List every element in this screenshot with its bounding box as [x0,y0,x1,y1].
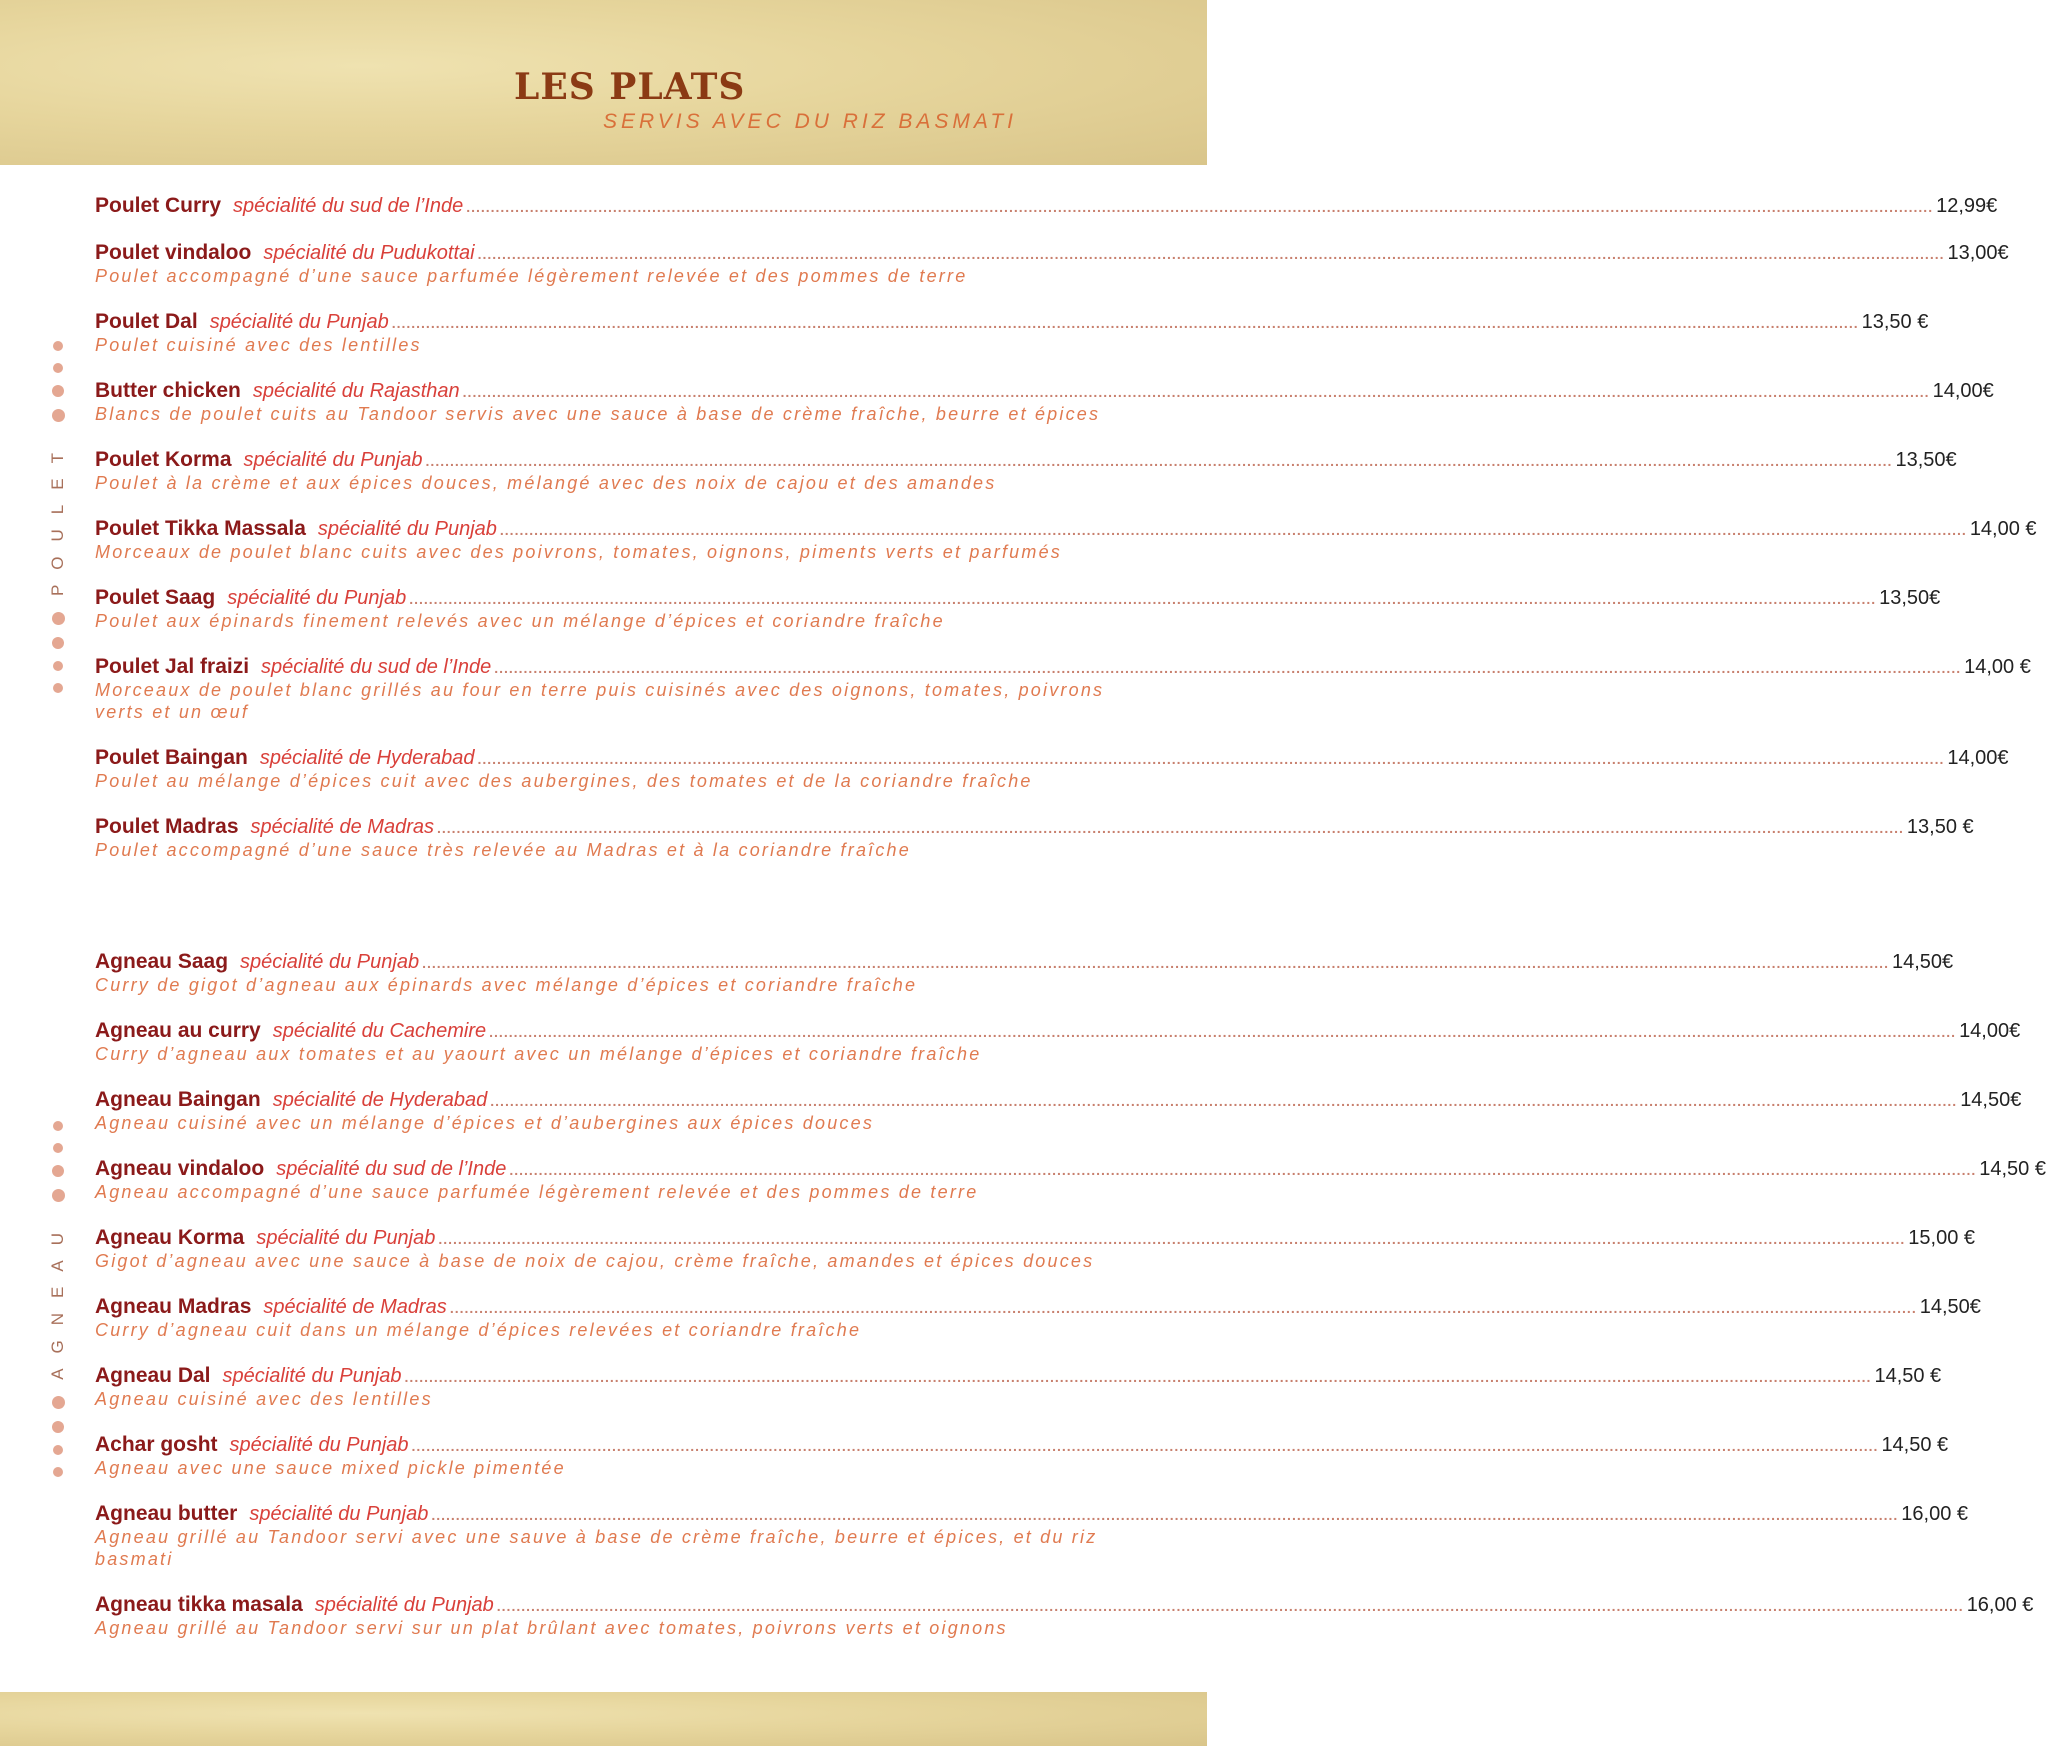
dish-price: 14,00 € [1969,518,2037,540]
menu-item [95,1019,2021,1065]
menu-item [95,379,1994,425]
dish-specialty: spécialité du sud de l’Inde [233,195,464,217]
menu-item-header [95,1088,2022,1112]
dish-description: Curry d’agneau cuit dans un mélange d’épices relevées et coriandre fraîche [95,1320,862,1340]
dish-description: Agneau cuisiné avec un mélange d’épices et d’aubergines aux épices douces [95,1113,875,1133]
menu-item [95,586,1941,632]
dish-name: Agneau Dal [95,1364,211,1387]
dish-description: Agneau grillé au Tandoor servi sur un plat brûlant avec tomates, poivrons verts et oignons [95,1618,1008,1638]
dish-description: Agneau accompagné d’une sauce parfumée légèrement relevée et des pommes de terre [95,1182,979,1202]
dish-description: Gigot d’agneau avec une sauce à base de noix de cajou, crème fraîche, amandes et épices douces [95,1251,1095,1271]
dot-leader: ............................................................................................................................................................................................................................................................................................................ [466,199,1934,215]
menu-item [95,1364,1942,1410]
dish-price: 14,50€ [1960,1089,2022,1111]
dish-name: Agneau Korma [95,1226,245,1249]
decorative-dot [52,637,64,649]
dot-leader: ............................................................................................................................................................................................................................................................................................................ [462,384,1930,400]
menu-item [95,1295,1981,1341]
dish-specialty: spécialité du Pudukottai [263,242,475,264]
menu-item [95,815,1974,861]
dish-name: Achar gosht [95,1433,218,1456]
dish-description: Agneau avec une sauce mixed pickle pimentée [95,1458,566,1478]
dish-price: 16,00 € [1901,1503,1968,1525]
dot-leader: ............................................................................................................................................................................................................................................................................................................ [449,1300,1917,1316]
menu-item-header [95,1593,2034,1617]
dish-description: Curry de gigot d’agneau aux épinards avec mélange d’épices et coriandre fraîche [95,975,918,995]
section-side-label-poulet [45,335,71,699]
footer-banner [0,1692,1207,1746]
menu-item-header [95,448,1957,472]
dish-name: Poulet Saag [95,586,216,609]
page-subtitle: SERVIS AVEC DU RIZ BASMATI [603,110,1018,133]
dish-name: Agneau tikka masala [95,1593,303,1616]
dish-price: 14,00€ [1959,1020,2021,1042]
menu-item [95,241,2009,287]
dish-specialty: spécialité de Madras [250,816,434,838]
dish-price: 14,50€ [1919,1296,1981,1318]
dish-price: 14,00€ [1947,747,2009,769]
menu-item-header [95,746,2009,770]
dish-price: 13,50€ [1879,587,1941,609]
menu-item-header [95,379,1994,403]
dish-description: Curry d’agneau aux tomates et au yaourt avec un mélange d’épices et coriandre fraîche [95,1044,982,1064]
dot-leader: ............................................................................................................................................................................................................................................................................................................ [391,315,1859,331]
menu-item-header [95,815,1974,839]
dish-specialty: spécialité du Rajasthan [252,380,460,402]
dish-name: Poulet Dal [95,310,198,333]
decorative-dot [53,341,63,351]
dish-specialty: spécialité du Punjab [314,1594,494,1616]
decorative-dot [52,1189,65,1202]
dish-price: 13,50 € [1906,816,1974,838]
dish-name: Poulet Madras [95,815,239,838]
decorative-dot [53,1121,63,1131]
dish-specialty: spécialité du sud de l’Inde [261,656,492,678]
dot-leader: ............................................................................................................................................................................................................................................................................................................ [489,1024,1957,1040]
dot-leader: ............................................................................................................................................................................................................................................................................................................ [494,660,1962,676]
dish-name: Poulet vindaloo [95,241,252,264]
dish-specialty: spécialité du Punjab [317,518,497,540]
decorative-dot [52,1421,64,1433]
dot-leader: ............................................................................................................................................................................................................................................................................................................ [422,955,1889,971]
section-side-label-agneau [45,1115,71,1483]
dish-specialty: spécialité du Punjab [243,449,423,471]
section-label: AGNEAU [48,1218,67,1380]
dish-specialty: spécialité du Punjab [209,311,389,333]
dish-specialty: spécialité du sud de l’Inde [276,1158,507,1180]
menu-item [95,310,1929,356]
dish-specialty: spécialité du Punjab [222,1365,402,1387]
menu-item [95,746,2009,792]
decorative-dot [52,409,65,422]
dot-leader: ............................................................................................................................................................................................................................................................................................................ [490,1093,1958,1109]
decorative-dot [53,683,63,693]
dot-leader: ............................................................................................................................................................................................................................................................................................................ [425,453,1893,469]
decorative-dot [52,1396,65,1409]
dish-name: Agneau Saag [95,950,229,973]
dot-leader: ............................................................................................................................................................................................................................................................................................................ [438,1231,1906,1247]
dish-price: 13,50€ [1895,449,1957,471]
dot-leader: ............................................................................................................................................................................................................................................................................................................ [404,1369,1872,1385]
menu-item-header [95,241,2009,265]
dish-specialty: spécialité du Punjab [256,1227,436,1249]
dot-leader: ............................................................................................................................................................................................................................................................................................................ [477,751,1945,767]
decorative-dot [52,385,64,397]
menu-item [95,1088,2022,1134]
dish-specialty: spécialité du Punjab [229,1434,409,1456]
menu-item-header [95,655,2031,679]
dot-leader: ............................................................................................................................................................................................................................................................................................................ [496,1598,1964,1614]
menu-item-header [95,1019,2021,1043]
dish-name: Agneau au curry [95,1019,261,1042]
dish-price: 14,50 € [1979,1158,2046,1180]
menu-item-header [95,1433,1949,1457]
menu-item-header [95,1157,2046,1181]
dish-name: Agneau vindaloo [95,1157,265,1180]
page-title: LES PLATS [514,66,746,108]
dish-description: Poulet accompagné d’une sauce très relevée au Madras et à la coriandre fraîche [95,840,911,860]
decorative-dot [53,1445,63,1455]
dish-price: 14,50 € [1874,1365,1942,1387]
header-banner [0,0,1207,165]
dish-price: 15,00 € [1908,1227,1976,1249]
dish-price: 13,00€ [1947,242,2009,264]
dish-description: Morceaux de poulet blanc grillés au four en terre puis cuisinés avec des oignons, tomates, poivrons verts et un œuf [95,680,1105,722]
dish-description: Poulet cuisiné avec des lentilles [95,335,422,355]
dish-name: Agneau butter [95,1502,238,1525]
dish-description: Agneau grillé au Tandoor servi avec une sauve à base de crème fraîche, beurre et épices, et du riz basmati [95,1527,1098,1569]
dish-price: 16,00 € [1966,1594,2034,1616]
dish-price: 14,00 € [1964,656,2031,678]
dish-name: Poulet Tikka Massala [95,517,306,540]
dish-price: 14,50€ [1891,951,1954,973]
dot-leader: ............................................................................................................................................................................................................................................................................................................ [431,1507,1899,1523]
dish-description: Poulet à la crème et aux épices douces, mélangé avec des noix de cajou et des amandes [95,473,997,493]
menu-item [95,1502,1968,1570]
dish-specialty: spécialité de Madras [263,1296,447,1318]
dish-description: Agneau cuisiné avec des lentilles [95,1389,433,1409]
menu-item-header [95,194,1998,218]
section-label: POULET [48,438,67,597]
dish-description: Poulet aux épinards finement relevés avec un mélange d’épices et coriandre fraîche [95,611,945,631]
dish-price: 14,00€ [1932,380,1994,402]
dot-leader: ............................................................................................................................................................................................................................................................................................................ [477,246,1945,262]
menu-item [95,1157,2046,1203]
dish-name: Agneau Baingan [95,1088,261,1111]
decorative-dot [52,612,65,625]
decorative-dot [53,1143,63,1153]
menu-item-header [95,586,1941,610]
dot-leader: ............................................................................................................................................................................................................................................................................................................ [499,522,1967,538]
decorative-dot [52,1165,64,1177]
menu-item [95,517,2037,563]
dish-name: Poulet Jal fraizi [95,655,250,678]
menu-item [95,655,2031,723]
menu-item-header [95,1364,1942,1388]
dish-specialty: spécialité du Punjab [240,951,420,973]
dot-leader: ............................................................................................................................................................................................................................................................................................................ [411,1438,1879,1454]
dish-price: 12,99€ [1936,195,1998,217]
decorative-dot [53,661,63,671]
menu-item-header [95,1226,1976,1250]
dot-leader: ............................................................................................................................................................................................................................................................................................................ [436,820,1904,836]
dish-description: Poulet accompagné d’une sauce parfumée légèrement relevée et des pommes de terre [95,266,968,286]
section-agneau [95,950,2046,1662]
dish-price: 13,50 € [1861,311,1929,333]
decorative-dot [53,363,63,373]
menu-item-header [95,1502,1968,1526]
dish-description: Blancs de poulet cuits au Tandoor servis avec une sauce à base de crème fraîche, beurre et épices [95,404,1101,424]
dish-specialty: spécialité de Hyderabad [272,1089,488,1111]
menu-item-header [95,950,1954,974]
menu-item [95,194,1998,218]
menu-item [95,1593,2034,1639]
dish-specialty: spécialité du Punjab [249,1503,429,1525]
dish-name: Agneau Madras [95,1295,252,1318]
menu-item [95,1433,1949,1479]
dish-name: Poulet Baingan [95,746,248,769]
dish-price: 14,50 € [1881,1434,1949,1456]
decorative-dot [53,1467,63,1477]
dish-name: Poulet Korma [95,448,232,471]
dish-name: Butter chicken [95,379,241,402]
menu-item [95,950,1954,996]
menu-item-header [95,517,2037,541]
dish-description: Morceaux de poulet blanc cuits avec des poivrons, tomates, oignons, piments verts et parfumés [95,542,1062,562]
menu-item [95,1226,1976,1272]
dish-name: Poulet Curry [95,194,222,217]
section-poulet [95,194,2037,884]
menu-item-header [95,1295,1981,1319]
menu-item [95,448,1957,494]
dish-description: Poulet au mélange d’épices cuit avec des aubergines, des tomates et de la coriandre fraîche [95,771,1033,791]
dot-leader: ............................................................................................................................................................................................................................................................................................................ [509,1162,1977,1178]
dish-specialty: spécialité du Cachemire [272,1020,487,1042]
menu-item-header [95,310,1929,334]
dish-specialty: spécialité du Punjab [227,587,407,609]
dish-specialty: spécialité de Hyderabad [259,747,475,769]
dot-leader: ............................................................................................................................................................................................................................................................................................................ [409,591,1877,607]
